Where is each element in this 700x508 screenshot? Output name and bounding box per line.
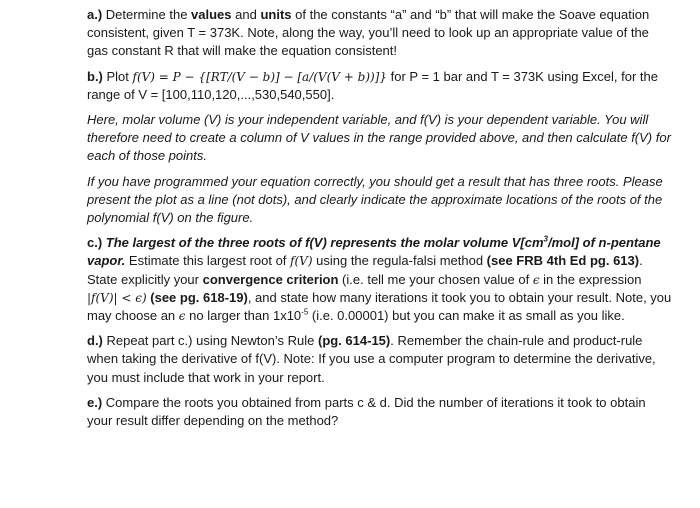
part-c-math-4: ϵ <box>178 309 186 324</box>
part-c-math-1: f(V) <box>290 254 313 269</box>
part-e-text-1: Compare the roots you obtained from parts c & d. Did the number of iterations it took to obtain your result differ depending on the method? <box>87 394 646 429</box>
part-d-text-1: Repeat part c.) using Newton’s Rule <box>102 333 318 349</box>
part-c-text-8: (i.e. 0.00001) but you can make it as small as you like. <box>308 308 625 324</box>
note-here-text: Here, molar volume (V) is your independent variable, and f(V) is your dependent variable. You will therefore need to create a column of V values in the range provided above, and then calculate f(V) for each of those points. <box>87 112 671 164</box>
part-a-bold-units: units <box>260 7 292 22</box>
part-a-paragraph <box>87 6 672 61</box>
part-a-text-3: of the constants “a” and “b” that will make the Soave equation consistent, given T = 373K. Note, along the way, you’ll need to look up an appropriate value of the gas constant R that will make the equation consistent! <box>87 7 650 59</box>
part-c-math-3: |f(V)| < ϵ) <box>87 290 147 305</box>
part-c-math-2: ϵ <box>532 272 540 287</box>
part-d-text-2: . Remember the chain-rule and product-rule when taking the derivative of f(V). Note: If you use a computer program to determine the derivative, you must include that work in your report. <box>87 333 656 385</box>
part-a-text-2: and <box>231 7 261 22</box>
part-b-text-1: Plot <box>102 68 133 84</box>
part-d-paragraph <box>87 332 672 387</box>
part-c-bold-5: (see pg. 618-19) <box>146 289 248 305</box>
note-independent-variable <box>87 111 672 166</box>
part-e-paragraph <box>87 394 672 430</box>
part-a-text-1: Determine the <box>102 7 192 22</box>
part-e-label: e.) <box>87 394 103 410</box>
part-b-equation: f(V) = P − {[RT/(V − b)] − [a/(V(V + b))]} <box>132 69 387 84</box>
part-c-text-6: , and state how many iterations it took you to obtain your result. Note, you may choose an <box>87 289 672 324</box>
part-a-bold-values: values <box>191 7 232 22</box>
part-c-text-1: Estimate this largest root of <box>125 253 291 269</box>
part-b-label: b.) <box>87 68 103 84</box>
part-c-text-3: . State explicitly your <box>87 253 643 287</box>
part-c-bold-2: /mol] of n-pentane vapor. <box>87 235 661 269</box>
part-c-label: c.) <box>87 235 103 251</box>
part-c-bold-1: The largest of the three roots of f(V) represents the molar volume V[cm <box>102 235 544 251</box>
part-c-sup-1: 3 <box>543 234 548 244</box>
part-c-paragraph <box>87 234 672 325</box>
part-d-label: d.) <box>87 333 103 349</box>
part-b-paragraph <box>87 68 672 104</box>
part-c-text-7: no larger than 1x10 <box>185 308 302 324</box>
part-c-text-5: in the expression <box>539 271 642 287</box>
part-c-text-2: using the regula-falsi method <box>312 253 487 269</box>
part-a-label: a.) <box>87 7 103 22</box>
part-d-bold-1: (pg. 614-15) <box>317 333 391 349</box>
note-three-roots <box>87 173 672 228</box>
part-b-text-2: for P = 1 bar and T = 373K using Excel, for the range of V = [100,110,120,...,530,540,550]. <box>87 68 659 102</box>
part-c-bold-3: (see FRB 4th Ed pg. 613) <box>486 253 640 269</box>
note-if-text: If you have programmed your equation correctly, you should get a result that has three roots. Please present the plot as a line (not dots), and clearly indicate the approximate locations of the roots of the polynomial f(V) on the figure. <box>87 173 663 226</box>
part-c-text-4: (i.e. tell me your chosen value of <box>338 271 533 287</box>
assignment-document <box>87 6 672 430</box>
part-c-sup-2: -5 <box>301 307 309 317</box>
part-c-bold-4: convergence criterion <box>202 271 339 287</box>
